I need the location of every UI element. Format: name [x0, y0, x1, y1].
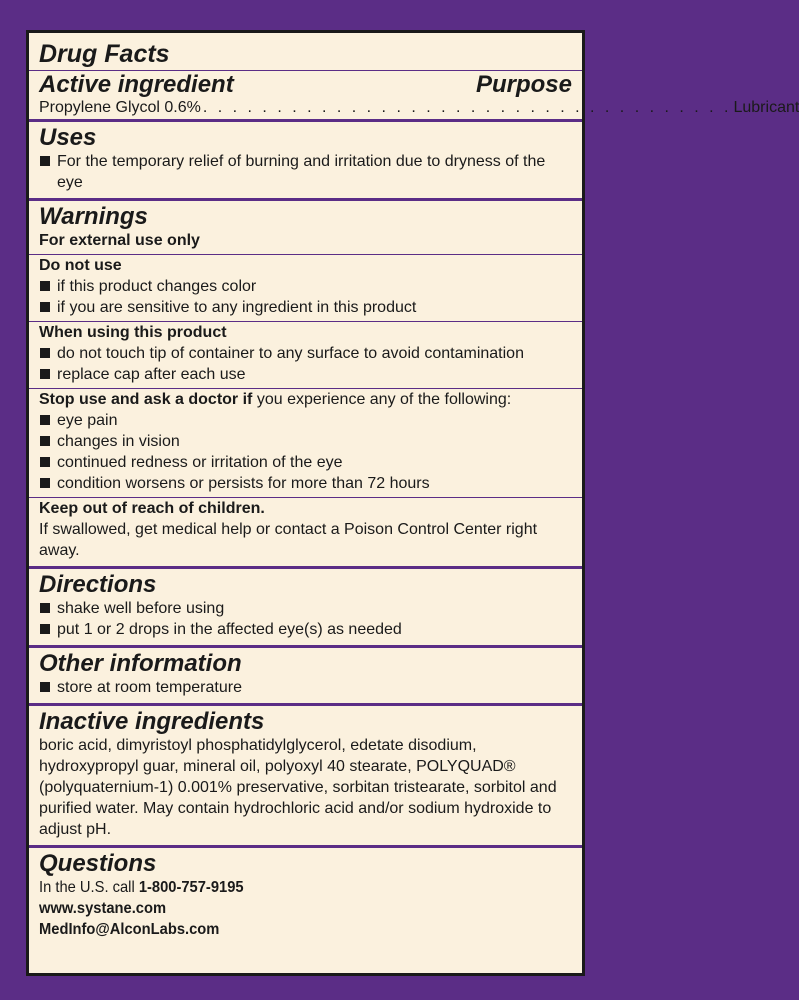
list-item: replace cap after each use	[39, 364, 572, 385]
questions-heading: Questions	[39, 850, 157, 877]
drug-facts-title: Drug Facts	[39, 40, 170, 68]
bullet-square-icon	[40, 457, 50, 467]
purpose-heading: Purpose	[475, 71, 572, 98]
bullet-square-icon	[40, 348, 50, 358]
bullet-square-icon	[40, 415, 50, 425]
keep-out-heading: Keep out of reach of children.	[39, 500, 265, 517]
inactive-ingredients-text: boric acid, dimyristoyl phosphatidylglycerol, edetate disodium, hydroxypropyl guar, mineral oil, polyoxyl 40 stearate, POLYQUAD® (polyquaternium-1) 0.001% preservative, sorbitan tristearate, sorbitol and purified water. May contain hydrochloric acid and/or sodium hydroxide to adjust pH.	[39, 737, 557, 838]
bullet-square-icon	[40, 281, 50, 291]
call-prefix: In the U.S. call	[39, 879, 139, 896]
list-item: shake well before using	[39, 598, 572, 619]
list-item: put 1 or 2 drops in the affected eye(s) as needed	[39, 619, 572, 640]
warnings-section	[39, 201, 572, 561]
do-not-use-heading: Do not use	[39, 257, 122, 274]
list-item: do not touch tip of container to any surface to avoid contamination	[39, 343, 572, 364]
bullet-square-icon	[40, 478, 50, 488]
leader-dots: . . . . . . . . . . . . . . . . . . . . . . . . . . . . . . . . . . . .	[202, 99, 732, 116]
list-item: condition worsens or persists for more than 72 hours	[39, 473, 572, 494]
other-info-section	[39, 648, 572, 698]
directions-heading: Directions	[39, 571, 157, 598]
other-info-heading: Other information	[39, 650, 242, 677]
bullet-square-icon	[40, 603, 50, 613]
directions-section	[39, 569, 572, 640]
list-item: if you are sensitive to any ingredient in this product	[39, 297, 572, 318]
bullet-square-icon	[40, 682, 50, 692]
list-item: eye pain	[39, 410, 572, 431]
active-ingredient-header	[39, 71, 572, 98]
when-using-heading: When using this product	[39, 324, 227, 341]
list-item: if this product changes color	[39, 276, 572, 297]
warnings-heading: Warnings	[39, 203, 148, 230]
bullet-square-icon	[40, 369, 50, 379]
uses-heading: Uses	[39, 124, 97, 151]
list-item: store at room temperature	[39, 677, 572, 698]
uses-section	[39, 122, 572, 193]
inactive-ingredients-heading: Inactive ingredients	[39, 708, 265, 735]
stop-use-line	[39, 389, 572, 410]
phone-line	[39, 877, 529, 898]
bullet-square-icon	[40, 436, 50, 446]
bullet-square-icon	[40, 156, 50, 166]
bullet-square-icon	[40, 302, 50, 312]
ingredient-name: Propylene Glycol 0.6%	[39, 99, 201, 116]
list-item: changes in vision	[39, 431, 572, 452]
website-link[interactable]: www.systane.com	[39, 900, 167, 917]
keep-out-text: If swallowed, get medical help or contact a Poison Control Center right away.	[39, 521, 538, 559]
bullet-square-icon	[40, 624, 50, 634]
active-ingredient-row	[39, 98, 799, 117]
inactive-ingredients-section	[39, 706, 572, 840]
list-item: For the temporary relief of burning and irritation due to dryness of the eye	[39, 151, 572, 193]
stop-use-heading-rest: you experience any of the following:	[252, 391, 512, 408]
phone-number[interactable]: 1-800-757-9195	[138, 879, 244, 896]
stop-use-heading: Stop use and ask a doctor if	[39, 391, 253, 408]
ingredient-purpose: Lubricant	[733, 99, 799, 116]
questions-section	[39, 848, 572, 940]
active-ingredient-heading: Active ingredient	[39, 71, 234, 98]
external-use-text: For external use only	[39, 232, 200, 249]
drug-facts-panel	[26, 30, 799, 976]
email-link[interactable]: MedInfo@AlconLabs.com	[39, 921, 220, 938]
list-item: continued redness or irritation of the eye	[39, 452, 572, 473]
